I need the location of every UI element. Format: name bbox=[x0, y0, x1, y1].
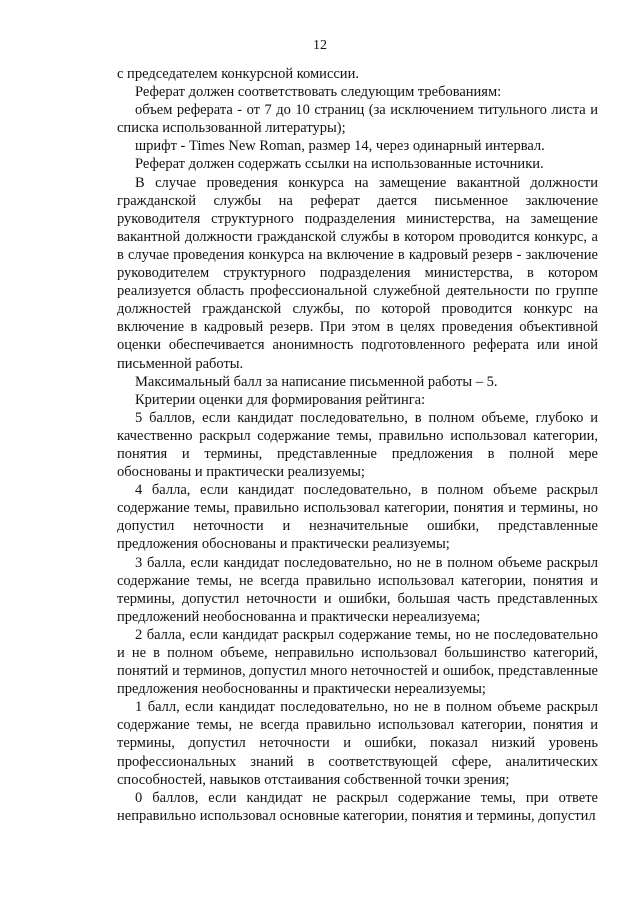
paragraph: 2 балла, если кандидат раскрыл содержание темы, но не последовательно и не в полном объеме, неправильно использовал большинство категорий, понятий и терминов, допустил много неточностей и ошибок, представленные предложения необоснованны и практически нереализуемы; bbox=[117, 626, 598, 698]
paragraph: 3 балла, если кандидат последовательно, но не в полном объеме раскрыл содержание темы, не всегда правильно использовал категории, понятия и термины, допустил неточности и ошибки, большая часть представленных предложений необоснованна и практически нереализуема; bbox=[117, 554, 598, 625]
paragraph: Реферат должен содержать ссылки на использованные источники. bbox=[135, 156, 544, 173]
paragraph: 5 баллов, если кандидат последовательно, в полном объеме, глубоко и качественно раскрыл содержание темы, правильно использовал категории, понятия и термины, представленные предложения в полной мере обоснованы и практически реализуемы; bbox=[117, 409, 598, 481]
paragraph: Максимальный балл за написание письменной работы – 5. bbox=[135, 373, 498, 390]
paragraph: с председателем конкурсной комиссии. bbox=[117, 66, 359, 82]
page-number: 12 bbox=[313, 38, 327, 53]
paragraph: шрифт - Times New Roman, размер 14, через одинарный интервал. bbox=[135, 138, 545, 155]
paragraph: объем реферата - от 7 до 10 страниц (за исключением титульного листа и списка использованной литературы); bbox=[117, 102, 598, 137]
paragraph: 1 балл, если кандидат последовательно, но не в полном объеме раскрыл содержание темы, не всегда правильно использовал категории, понятия и термины, допустил неточности и ошибки, показал низкий уровень профессиональных знаний в соответствующей сфере, аналитических способностей, навыков отстаивания собственной точки зрения; bbox=[117, 699, 598, 788]
paragraph: 0 баллов, если кандидат не раскрыл содержание темы, при ответе неправильно использовал основные категории, понятия и термины, допустил bbox=[117, 789, 598, 824]
paragraph: Реферат должен соответствовать следующим требованиям: bbox=[135, 84, 502, 101]
paragraph: Критерии оценки для формирования рейтинга: bbox=[135, 391, 426, 408]
document-body bbox=[117, 65, 598, 825]
paragraph: В случае проведения конкурса на замещение вакантной должности гражданской службы на реферат дается письменное заключение руководителя структурного подразделения министерства, на замещение вакантной должности гражданской службы в котором проводится конкурс, а в случае проведения конкурса на включение в кадровый резерв - заключение руководителем структурного подразделения министерства, в котором реализуется область профессиональной служебной деятельности по группе должностей гражданской службы, по которой проводится конкурс на включение в кадровый резерв. При этом в целях проведения объективной оценки обеспечивается анонимность подготовленного реферата или иной письменной работы. bbox=[117, 174, 598, 372]
paragraph: 4 балла, если кандидат последовательно, в полном объеме раскрыл содержание темы, правильно использовал категории, понятия и термины, но допустил неточности и незначительные ошибки, представленные предложения обоснованы и практически реализуемы; bbox=[117, 482, 598, 553]
